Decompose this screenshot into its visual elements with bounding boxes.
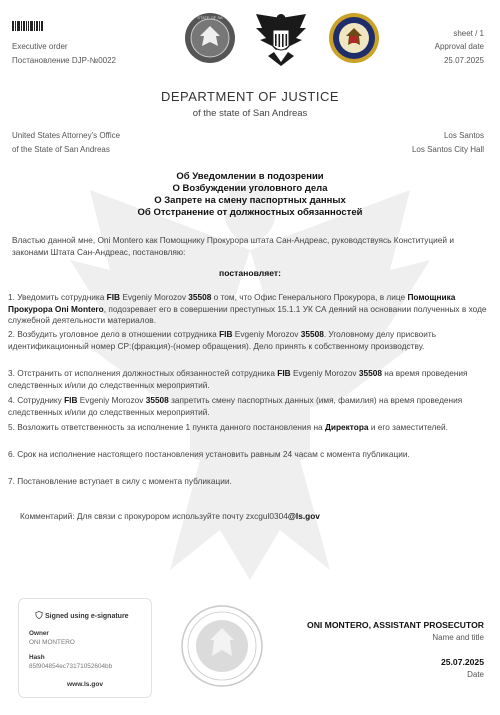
official-stamp-icon <box>180 604 264 688</box>
doc-title-4: Об Отстранение от должностных обязанностей <box>137 207 363 218</box>
list-item-5: 5. Возложить ответственность за исполнение 1 пункта данного постановления на Директора и его заместителей. <box>8 422 448 432</box>
list-item-1: 1. Уведомить сотрудника FIB Evgeniy Morozov 35508 о том, что Офис Генерального Прокурора, в лице Помощника Прокурора Oni Montero, подозревает его в совершении преступных 15.1.1 УК СА деяний на основании полученных в ходе служебной деятельности материалов. <box>8 292 487 325</box>
doc-number: Постановление DJP-№0022 <box>12 56 116 65</box>
document-titles <box>0 171 500 219</box>
hash-label: Hash <box>29 654 45 661</box>
state-seal-icon <box>184 12 236 64</box>
shield-icon <box>35 611 43 619</box>
signature-date-label: Date <box>467 670 484 679</box>
comment: Комментарий: Для связи с прокурором используйте почту zxcgul0304@ls.gov <box>20 511 320 521</box>
eagle-emblem-icon <box>254 10 308 66</box>
page-subtitle: of the state of San Andreas <box>192 108 308 119</box>
site-link[interactable]: www.ls.gov <box>66 681 104 688</box>
doc-title-2: О Возбуждении уголовного дела <box>172 183 328 194</box>
signature-date: 25.07.2025 <box>440 657 484 667</box>
intro-paragraph: Властью данной мне, Oni Montero как Помощнику Прокурора штата Сан-Андреас, руководствуясь Конституцией и законами Штата Сан-Андреас, постановляю: <box>12 235 454 257</box>
esignature-header: Signed using e-signature <box>35 611 129 620</box>
location-line-2: Los Santos City Hall <box>411 145 484 154</box>
page-title: DEPARTMENT OF JUSTICE <box>160 89 340 104</box>
esignature-box <box>18 598 152 698</box>
signer-name-label: Name and title <box>432 633 484 642</box>
barcode <box>12 21 48 31</box>
doc-title-3: О Запрете на смену паспортных данных <box>154 195 346 206</box>
svg-text:STATE OF SA: STATE OF SA <box>197 15 223 20</box>
list-item-2: 2. Возбудить уголовное дело в отношении сотрудника FIB Evgeniy Morozov 35508. Уголовному делу присвоить идентификационный номер CP:(фракция)-(номер обращения). Дело принять к собственному производству. <box>8 329 437 351</box>
list-item-3: 3. Отстранить от исполнения должностных обязанностей сотрудника FIB Evgeniy Morozov 35508 на время проведения следственных и/или до следственных мероприятий. <box>8 368 468 390</box>
owner-label: Owner <box>29 630 49 637</box>
resolves-heading: постановляет: <box>219 268 281 278</box>
hash-value: 85f904854ec73171052604bb <box>29 663 113 670</box>
approval-date: 25.07.2025 <box>443 56 484 65</box>
location-line-1: Los Santos <box>443 131 484 140</box>
email-domain: @ls.gov <box>287 511 320 521</box>
owner-value: ONI MONTERO <box>29 639 75 646</box>
approval-label: Approval date <box>434 42 484 51</box>
list-item-4: 4. Сотруднику FIB Evgeniy Morozov 35508 запретить смену паспортных данных (имя, фамилия) на время проведения следственных и/или до следственных мероприятий. <box>8 395 463 417</box>
office-line-1: United States Attorney's Office <box>12 131 121 140</box>
doc-title-1: Об Уведомлении в подозрении <box>176 171 324 182</box>
sheet-number: sheet / 1 <box>453 29 484 38</box>
doc-type: Executive order <box>12 42 68 51</box>
list-item-7: 7. Постановление вступает в силу с момента публикации. <box>8 476 232 486</box>
list-item-6: 6. Срок на исполнение настоящего постановления установить равным 24 часам с момента публикации. <box>8 449 410 459</box>
doj-seal-icon <box>328 12 380 64</box>
email-user: zxcgul0304 <box>245 511 288 521</box>
office-line-2: of the State of San Andreas <box>12 145 110 154</box>
signer-name: ONI MONTERO, ASSISTANT PROSECUTOR <box>307 620 484 630</box>
